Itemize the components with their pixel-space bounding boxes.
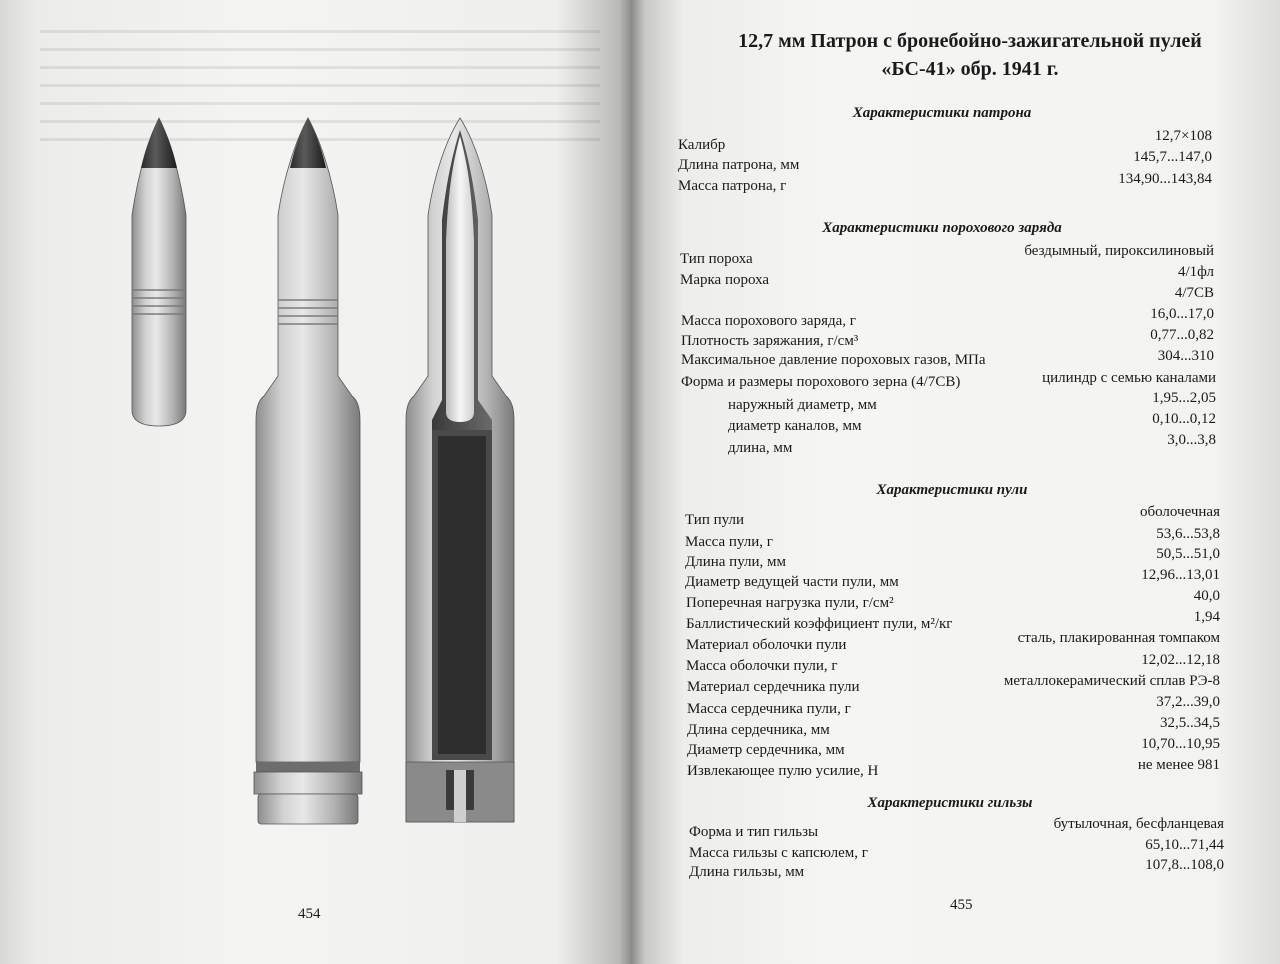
row-label: Масса гильзы с капсюлем, г xyxy=(689,845,868,861)
row-value: 12,02...12,18 xyxy=(1141,652,1220,668)
row-label: Диаметр сердечника, мм xyxy=(687,742,845,758)
row-value: 16,0...17,0 xyxy=(1150,306,1214,322)
row-value: 65,10...71,44 xyxy=(1145,837,1224,853)
row-value: не менее 981 xyxy=(1137,757,1220,773)
page-number: 454 xyxy=(298,906,321,922)
row-label: диаметр каналов, мм xyxy=(728,418,862,434)
row-label: Материал сердечника пули xyxy=(687,679,860,695)
row-value: 37,2...39,0 xyxy=(1156,694,1220,710)
row-value: 53,6...53,8 xyxy=(1156,526,1220,542)
row-label: Длина гильзы, мм xyxy=(689,864,805,880)
row-label: Плотность заряжания, г/см³ xyxy=(681,333,859,349)
row-value: 145,7...147,0 xyxy=(1133,149,1212,165)
row-value: сталь, плакированная томпаком xyxy=(1017,630,1220,646)
row-value: 107,8...108,0 xyxy=(1145,857,1224,873)
row-label: Длина пули, мм xyxy=(685,554,787,570)
row-label: Масса порохового заряда, г xyxy=(681,313,856,329)
row-value: 134,90...143,84 xyxy=(1118,171,1212,187)
row-label: Длина сердечника, мм xyxy=(687,722,830,738)
row-label: Длина патрона, мм xyxy=(678,157,800,173)
row-label: Извлекающее пулю усилие, Н xyxy=(687,763,879,779)
row-value: 10,70...10,95 xyxy=(1141,736,1220,752)
row-value: бутылочная, бесфланцевая xyxy=(1053,816,1224,832)
right-page xyxy=(632,0,1280,964)
row-value: 0,10...0,12 xyxy=(1152,411,1216,427)
row-value: оболочечная xyxy=(1140,504,1220,520)
section-heading-cartridge: Характеристики патрона xyxy=(852,105,1032,121)
row-label: Баллистический коэффициент пули, м²/кг xyxy=(686,616,953,632)
cartridge-drawing xyxy=(254,118,362,824)
page-number: 455 xyxy=(950,897,973,913)
row-label: Форма и размеры порохового зерна (4/7СВ) xyxy=(681,374,961,390)
row-value: 12,96...13,01 xyxy=(1141,567,1220,583)
row-value: цилиндр с семью каналами xyxy=(1042,370,1216,386)
row-value: 4/7СВ xyxy=(1174,285,1214,301)
page-title-line-2: «БС-41» обр. 1941 г. xyxy=(881,58,1059,80)
row-label: Форма и тип гильзы xyxy=(689,824,819,840)
row-label: Масса пули, г xyxy=(685,534,773,550)
row-value: 1,95...2,05 xyxy=(1152,390,1216,406)
row-label: Калибр xyxy=(678,137,726,153)
section-heading-bullet: Характеристики пули xyxy=(876,482,1028,498)
row-value: 32,5..34,5 xyxy=(1160,715,1220,731)
row-label: Масса патрона, г xyxy=(678,178,787,194)
sectioned-cartridge-drawing xyxy=(406,118,514,822)
cartridge-illustrations xyxy=(0,0,632,964)
row-label: Диаметр ведущей части пули, мм xyxy=(685,574,899,590)
row-value: 1,94 xyxy=(1193,609,1220,625)
row-value: 3,0...3,8 xyxy=(1167,432,1216,448)
row-value: бездымный, пироксилиновый xyxy=(1024,243,1214,259)
row-label: Материал оболочки пули xyxy=(686,637,847,653)
left-page xyxy=(0,0,632,964)
row-label: Масса оболочки пули, г xyxy=(686,658,838,674)
row-value: 50,5...51,0 xyxy=(1156,546,1220,562)
section-heading-case: Характеристики гильзы xyxy=(867,795,1033,811)
bullet-drawing xyxy=(132,118,186,426)
row-value: 4/1фл xyxy=(1178,264,1214,280)
row-label: длина, мм xyxy=(728,440,793,456)
section-heading-charge: Характеристики порохового заряда xyxy=(822,220,1062,236)
row-label: Тип пороха xyxy=(680,251,753,267)
row-label: Максимальное давление пороховых газов, МПа xyxy=(681,352,986,368)
row-label: Поперечная нагрузка пули, г/см² xyxy=(686,595,894,611)
row-value: 0,77...0,82 xyxy=(1150,327,1214,343)
row-value: металлокерамический сплав РЭ-8 xyxy=(1003,673,1220,689)
row-label: Марка пороха xyxy=(680,272,770,288)
row-label: наружный диаметр, мм xyxy=(728,397,877,413)
row-value: 40,0 xyxy=(1193,588,1220,604)
page-title-line-1: 12,7 мм Патрон с бронебойно-зажигательной пулей xyxy=(738,30,1202,52)
row-label: Тип пули xyxy=(685,512,744,528)
row-label: Масса сердечника пули, г xyxy=(687,701,851,717)
row-value: 304...310 xyxy=(1157,348,1214,364)
row-value: 12,7×108 xyxy=(1154,128,1212,144)
